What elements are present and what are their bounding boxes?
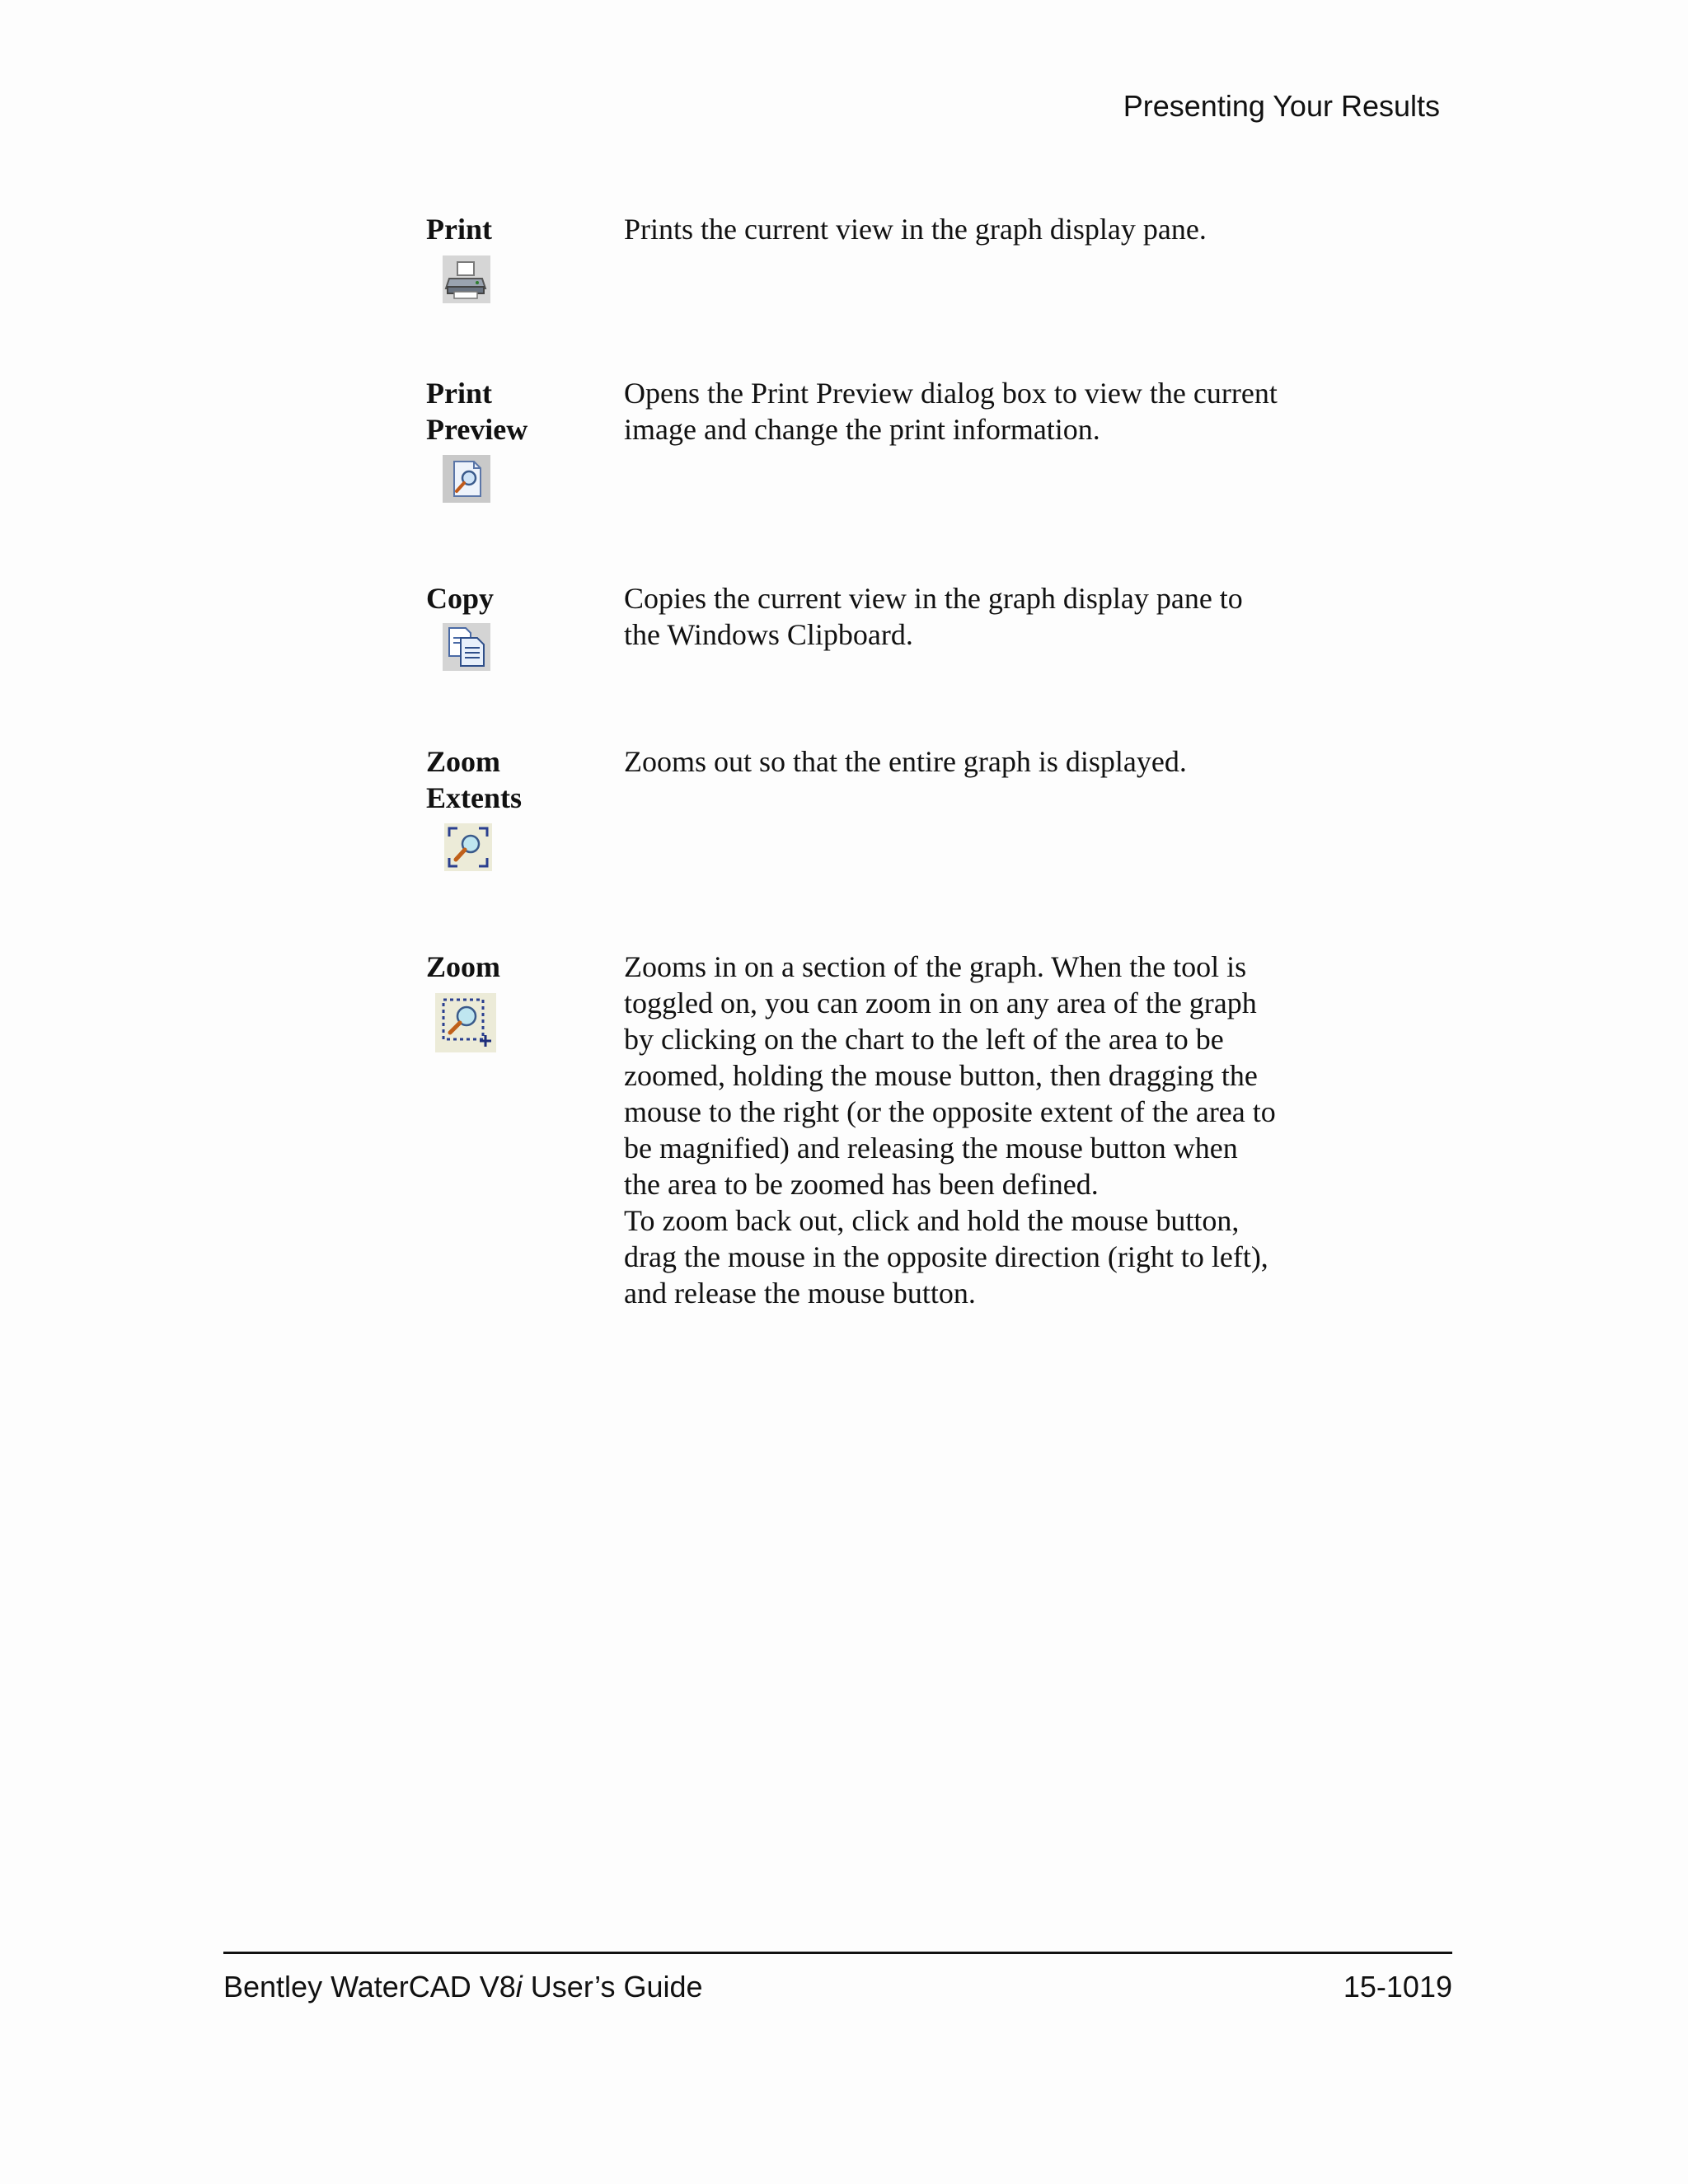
copy-icon: [443, 623, 490, 671]
desc-print: [624, 211, 1300, 247]
term-zoom-extents: [426, 743, 616, 816]
page-number: 15-1019: [1343, 1970, 1452, 2004]
desc-line: To zoom back out, click and hold the mouse button,: [624, 1204, 1240, 1237]
term-copy: [426, 580, 616, 616]
desc-line: zoomed, holding the mouse button, then dragging the: [624, 1059, 1258, 1092]
running-head: Presenting Your Results: [1123, 89, 1440, 123]
zoom-window-icon: [435, 993, 496, 1052]
guide-title: [223, 1970, 703, 2004]
desc-line: the Windows Clipboard.: [624, 618, 913, 651]
desc-line: Opens the Print Preview dialog box to view the current: [624, 377, 1278, 410]
desc-line: drag the mouse in the opposite direction (right to left),: [624, 1240, 1268, 1273]
term-print: [426, 211, 616, 247]
desc-copy: [624, 580, 1300, 653]
term-line: Zoom: [426, 745, 500, 778]
footer-rule: [223, 1952, 1452, 1954]
term-line: Copy: [426, 582, 495, 615]
desc-print-preview: [624, 375, 1300, 448]
print-preview-icon: [443, 455, 490, 503]
desc-line: by clicking on the chart to the left of the area to be: [624, 1023, 1224, 1056]
desc-line: mouse to the right (or the opposite extent of the area to: [624, 1095, 1276, 1128]
term-line: Print: [426, 213, 492, 246]
printer-icon: [443, 255, 490, 303]
desc-zoom: [624, 949, 1300, 1311]
desc-line: be magnified) and releasing the mouse button when: [624, 1132, 1238, 1165]
guide-title-suffix: User’s Guide: [522, 1970, 703, 2004]
zoom-extents-icon: [444, 823, 492, 871]
desc-line: Zooms out so that the entire graph is displayed.: [624, 745, 1187, 778]
guide-title-prefix: Bentley WaterCAD V8: [223, 1970, 516, 2004]
desc-line: the area to be zoomed has been defined.: [624, 1168, 1099, 1201]
desc-zoom-extents: [624, 743, 1300, 780]
term-zoom: [426, 949, 616, 985]
desc-line: and release the mouse button.: [624, 1277, 976, 1310]
term-line: Preview: [426, 413, 528, 446]
desc-line: Zooms in on a section of the graph. When the tool is: [624, 950, 1247, 983]
desc-line: image and change the print information.: [624, 413, 1100, 446]
term-print-preview: [426, 375, 616, 448]
desc-line: toggled on, you can zoom in on any area of the graph: [624, 987, 1257, 1019]
term-line: Zoom: [426, 950, 500, 983]
desc-line: Prints the current view in the graph display pane.: [624, 213, 1207, 246]
term-line: Extents: [426, 781, 522, 814]
desc-line: Copies the current view in the graph display pane to: [624, 582, 1243, 615]
guide-title-italic: i: [515, 1970, 523, 2004]
term-line: Print: [426, 377, 492, 410]
